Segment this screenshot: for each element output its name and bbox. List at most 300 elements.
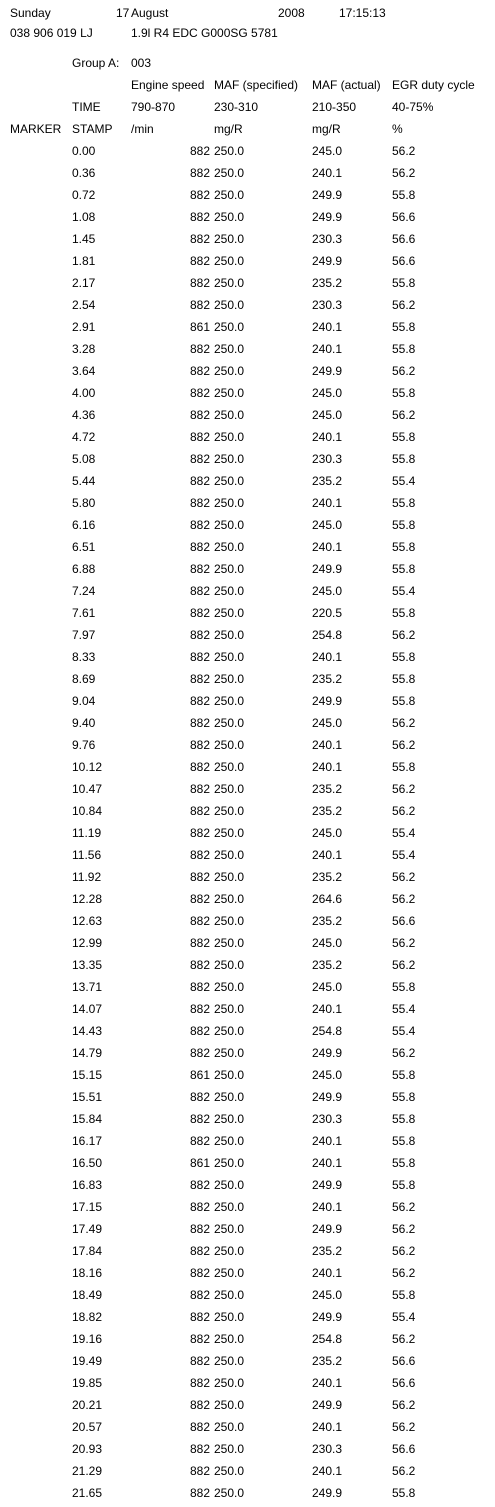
maf-specified-cell: 250.0 bbox=[214, 584, 245, 598]
engine-speed-cell: 882 bbox=[189, 518, 210, 532]
egr-duty-cell: 56.6 bbox=[392, 254, 416, 268]
maf-actual-cell: 240.1 bbox=[312, 1156, 343, 1170]
engine-speed-cell: 882 bbox=[189, 562, 210, 576]
egr-duty-cell: 56.2 bbox=[392, 1200, 416, 1214]
engine-speed-cell: 882 bbox=[189, 342, 210, 356]
maf-actual-cell: 245.0 bbox=[312, 936, 343, 950]
egr-duty-cell: 56.2 bbox=[392, 958, 416, 972]
maf-specified-cell: 250.0 bbox=[214, 562, 245, 576]
egr-duty-cell: 55.8 bbox=[392, 672, 416, 686]
maf-actual-cell: 249.9 bbox=[312, 1222, 343, 1236]
table-row bbox=[0, 1288, 495, 1302]
egr-duty-cell: 56.2 bbox=[392, 804, 416, 818]
table-row bbox=[0, 1266, 495, 1280]
maf-actual-cell: 240.1 bbox=[312, 1464, 343, 1478]
engine-speed-unit: /min bbox=[131, 122, 154, 136]
table-row bbox=[0, 650, 495, 664]
maf-actual-cell: 240.1 bbox=[312, 430, 343, 444]
egr-duty-cell: 56.2 bbox=[392, 1332, 416, 1346]
engine-speed-cell: 882 bbox=[189, 254, 210, 268]
egr-duty-cell: 55.8 bbox=[392, 650, 416, 664]
egr-duty-cell: 55.8 bbox=[392, 1178, 416, 1192]
maf-specified-cell: 250.0 bbox=[214, 1002, 245, 1016]
engine-speed-cell: 882 bbox=[189, 958, 210, 972]
time-stamp-cell: 14.07 bbox=[72, 1002, 103, 1016]
time-stamp-cell: 17.49 bbox=[72, 1222, 103, 1236]
table-row bbox=[0, 540, 495, 554]
table-row bbox=[0, 1442, 495, 1456]
maf-actual-cell: 245.0 bbox=[312, 584, 343, 598]
table-row bbox=[0, 276, 495, 290]
table-row bbox=[0, 496, 495, 510]
engine-speed-cell: 882 bbox=[189, 1024, 210, 1038]
time-stamp-cell: 2.17 bbox=[72, 276, 96, 290]
maf-specified-cell: 250.0 bbox=[214, 1156, 245, 1170]
table-row bbox=[0, 738, 495, 752]
table-row bbox=[0, 628, 495, 642]
engine-speed-cell: 882 bbox=[189, 1002, 210, 1016]
table-row bbox=[0, 452, 495, 466]
table-row bbox=[0, 826, 495, 840]
table-row bbox=[0, 144, 495, 158]
time-stamp-cell: 12.63 bbox=[72, 914, 103, 928]
engine-speed-cell: 882 bbox=[189, 870, 210, 884]
table-row bbox=[0, 166, 495, 180]
maf-actual-cell: 245.0 bbox=[312, 1068, 343, 1082]
table-row bbox=[0, 1002, 495, 1016]
egr-duty-cell: 55.4 bbox=[392, 1002, 416, 1016]
engine-speed-cell: 882 bbox=[189, 584, 210, 598]
maf-specified-cell: 250.0 bbox=[214, 1398, 245, 1412]
maf-actual-cell: 220.5 bbox=[312, 606, 343, 620]
table-row bbox=[0, 848, 495, 862]
maf-specified-cell: 250.0 bbox=[214, 1376, 245, 1390]
maf-specified-cell: 250.0 bbox=[214, 1486, 245, 1500]
egr-duty-cell: 56.2 bbox=[392, 408, 416, 422]
maf-actual-cell: 245.0 bbox=[312, 408, 343, 422]
marker-header: MARKER bbox=[10, 122, 62, 136]
egr-duty-cell: 56.2 bbox=[392, 298, 416, 312]
time-stamp-cell: 18.16 bbox=[72, 1266, 103, 1280]
engine-speed-cell: 882 bbox=[189, 1178, 210, 1192]
egr-duty-cell: 55.8 bbox=[392, 1486, 416, 1500]
table-row bbox=[0, 804, 495, 818]
maf-actual-cell: 254.8 bbox=[312, 628, 343, 642]
egr-duty-cell: 56.6 bbox=[392, 210, 416, 224]
stamp-header: STAMP bbox=[72, 122, 113, 136]
time-stamp-cell: 9.04 bbox=[72, 694, 96, 708]
egr-duty-cell: 55.8 bbox=[392, 980, 416, 994]
egr-duty-cell: 56.2 bbox=[392, 738, 416, 752]
time-stamp-cell: 10.84 bbox=[72, 804, 103, 818]
time-stamp-cell: 2.54 bbox=[72, 298, 96, 312]
maf-actual-cell: 235.2 bbox=[312, 474, 343, 488]
time-stamp-cell: 13.71 bbox=[72, 980, 103, 994]
egr-duty-cell: 55.8 bbox=[392, 606, 416, 620]
maf-actual-cell: 235.2 bbox=[312, 672, 343, 686]
engine-speed-cell: 882 bbox=[189, 144, 210, 158]
maf-actual-cell: 245.0 bbox=[312, 518, 343, 532]
engine-speed-cell: 882 bbox=[189, 826, 210, 840]
maf-actual-cell: 240.1 bbox=[312, 738, 343, 752]
egr-duty-cell: 55.8 bbox=[392, 386, 416, 400]
day-label: Sunday bbox=[10, 6, 51, 20]
table-row bbox=[0, 672, 495, 686]
time-stamp-cell: 6.88 bbox=[72, 562, 96, 576]
time-header: TIME bbox=[72, 100, 101, 114]
time-stamp-cell: 16.83 bbox=[72, 1178, 103, 1192]
maf-actual-cell: 249.9 bbox=[312, 1486, 343, 1500]
maf-actual-cell: 240.1 bbox=[312, 540, 343, 554]
group-number: 003 bbox=[131, 56, 152, 70]
engine-speed-cell: 882 bbox=[189, 1222, 210, 1236]
time-stamp-cell: 15.15 bbox=[72, 1068, 103, 1082]
maf-actual-cell: 245.0 bbox=[312, 826, 343, 840]
time-stamp-cell: 11.56 bbox=[72, 848, 102, 862]
engine-speed-cell: 882 bbox=[189, 232, 210, 246]
date-day: 17 bbox=[116, 6, 130, 20]
maf-actual-cell: 249.9 bbox=[312, 188, 343, 202]
maf-actual-cell: 230.3 bbox=[312, 452, 343, 466]
maf-specified-cell: 250.0 bbox=[214, 188, 245, 202]
time-stamp-cell: 19.49 bbox=[72, 1354, 103, 1368]
maf-specified-cell: 250.0 bbox=[214, 1090, 245, 1104]
time-stamp-cell: 6.51 bbox=[72, 540, 96, 554]
egr-duty-cell: 56.2 bbox=[392, 144, 416, 158]
egr-duty-cell: 56.2 bbox=[392, 892, 416, 906]
engine-speed-cell: 882 bbox=[189, 408, 210, 422]
egr-duty-cell: 56.2 bbox=[392, 364, 416, 378]
table-row bbox=[0, 1024, 495, 1038]
table-row bbox=[0, 342, 495, 356]
engine-speed-cell: 882 bbox=[189, 188, 210, 202]
maf-specified-cell: 250.0 bbox=[214, 1354, 245, 1368]
maf-specified-cell: 250.0 bbox=[214, 936, 245, 950]
engine-speed-cell: 861 bbox=[189, 1156, 210, 1170]
engine-speed-cell: 882 bbox=[189, 1376, 210, 1390]
maf-specified-cell: 250.0 bbox=[214, 254, 245, 268]
egr-duty-cell: 55.8 bbox=[392, 760, 416, 774]
egr-duty-cell: 55.4 bbox=[392, 1310, 416, 1324]
maf-specified-cell: 250.0 bbox=[214, 848, 245, 862]
table-row bbox=[0, 914, 495, 928]
time-stamp-cell: 1.08 bbox=[72, 210, 96, 224]
maf-specified-cell: 250.0 bbox=[214, 1464, 245, 1478]
time-stamp-cell: 18.82 bbox=[72, 1310, 103, 1324]
engine-speed-cell: 882 bbox=[189, 1090, 210, 1104]
maf-specified-cell: 250.0 bbox=[214, 1310, 245, 1324]
egr-duty-cell: 56.6 bbox=[392, 1376, 416, 1390]
egr-duty-cell: 56.2 bbox=[392, 628, 416, 642]
maf-specified-cell: 250.0 bbox=[214, 1024, 245, 1038]
time-stamp-cell: 11.92 bbox=[72, 870, 102, 884]
time-stamp-cell: 7.61 bbox=[72, 606, 96, 620]
table-row bbox=[0, 1112, 495, 1126]
time-stamp-cell: 7.24 bbox=[72, 584, 96, 598]
table-row bbox=[0, 474, 495, 488]
engine-speed-cell: 882 bbox=[189, 496, 210, 510]
maf-actual-cell: 240.1 bbox=[312, 320, 343, 334]
egr-duty-cell: 55.8 bbox=[392, 1156, 416, 1170]
maf-actual-cell: 249.9 bbox=[312, 1046, 343, 1060]
egr-duty-cell: 55.8 bbox=[392, 496, 416, 510]
egr-duty-cell: 55.8 bbox=[392, 342, 416, 356]
engine-speed-cell: 882 bbox=[189, 386, 210, 400]
maf-actual-cell: 240.1 bbox=[312, 760, 343, 774]
egr-duty-cell: 56.2 bbox=[392, 1222, 416, 1236]
engine-speed-cell: 882 bbox=[189, 892, 210, 906]
time-stamp-cell: 16.50 bbox=[72, 1156, 103, 1170]
time-stamp-cell: 4.00 bbox=[72, 386, 96, 400]
maf-specified-cell: 250.0 bbox=[214, 342, 245, 356]
time-stamp-cell: 11.19 bbox=[72, 826, 102, 840]
engine-speed-cell: 882 bbox=[189, 628, 210, 642]
maf-specified-cell: 250.0 bbox=[214, 1200, 245, 1214]
maf-actual-cell: 245.0 bbox=[312, 386, 343, 400]
maf-specified-cell: 250.0 bbox=[214, 320, 245, 334]
table-row bbox=[0, 364, 495, 378]
time-stamp-cell: 20.57 bbox=[72, 1420, 103, 1434]
time-stamp-cell: 4.36 bbox=[72, 408, 96, 422]
egr-duty-cell: 55.8 bbox=[392, 276, 416, 290]
table-row bbox=[0, 518, 495, 532]
maf-specified-cell: 250.0 bbox=[214, 1266, 245, 1280]
egr-duty-cell: 55.8 bbox=[392, 1288, 416, 1302]
time-stamp-cell: 12.99 bbox=[72, 936, 103, 950]
maf-specified-cell: 250.0 bbox=[214, 958, 245, 972]
maf-specified-cell: 250.0 bbox=[214, 1288, 245, 1302]
engine-speed-cell: 882 bbox=[189, 804, 210, 818]
maf-actual-cell: 235.2 bbox=[312, 782, 343, 796]
engine-speed-cell: 882 bbox=[189, 1244, 210, 1258]
time-stamp-cell: 5.44 bbox=[72, 474, 96, 488]
engine-speed-cell: 882 bbox=[189, 364, 210, 378]
time-stamp-cell: 15.51 bbox=[72, 1090, 103, 1104]
maf-actual-cell: 245.0 bbox=[312, 1288, 343, 1302]
time-stamp-cell: 14.43 bbox=[72, 1024, 103, 1038]
maf-actual-cell: 240.1 bbox=[312, 1134, 343, 1148]
time-stamp-cell: 12.28 bbox=[72, 892, 103, 906]
engine-speed-cell: 882 bbox=[189, 980, 210, 994]
egr-duty-cell: 56.6 bbox=[392, 1442, 416, 1456]
engine-speed-cell: 882 bbox=[189, 914, 210, 928]
maf-actual-cell: 245.0 bbox=[312, 980, 343, 994]
maf-specified-cell: 250.0 bbox=[214, 870, 245, 884]
table-row bbox=[0, 1090, 495, 1104]
maf-specified-cell: 250.0 bbox=[214, 1068, 245, 1082]
maf-specified-cell: 250.0 bbox=[214, 738, 245, 752]
table-row bbox=[0, 430, 495, 444]
engine-speed-cell: 882 bbox=[189, 452, 210, 466]
egr-duty-header: EGR duty cycle bbox=[392, 78, 475, 92]
table-row bbox=[0, 584, 495, 598]
table-row bbox=[0, 320, 495, 334]
engine-speed-cell: 882 bbox=[189, 606, 210, 620]
engine-speed-cell: 882 bbox=[189, 782, 210, 796]
egr-duty-cell: 56.2 bbox=[392, 936, 416, 950]
engine-speed-cell: 882 bbox=[189, 1266, 210, 1280]
table-row bbox=[0, 1376, 495, 1390]
maf-specified-cell: 250.0 bbox=[214, 1244, 245, 1258]
maf-specified-cell: 250.0 bbox=[214, 430, 245, 444]
maf-actual-cell: 230.3 bbox=[312, 1112, 343, 1126]
engine-speed-cell: 882 bbox=[189, 1332, 210, 1346]
maf-specified-cell: 250.0 bbox=[214, 452, 245, 466]
table-row bbox=[0, 408, 495, 422]
time-stamp-cell: 16.17 bbox=[72, 1134, 103, 1148]
maf-actual-cell: 230.3 bbox=[312, 1442, 343, 1456]
time-stamp-cell: 6.16 bbox=[72, 518, 96, 532]
maf-actual-cell: 240.1 bbox=[312, 848, 343, 862]
egr-duty-range: 40-75% bbox=[392, 100, 434, 114]
table-row bbox=[0, 716, 495, 730]
egr-duty-cell: 56.2 bbox=[392, 1266, 416, 1280]
egr-duty-cell: 56.6 bbox=[392, 1354, 416, 1368]
table-row bbox=[0, 694, 495, 708]
engine-speed-cell: 882 bbox=[189, 848, 210, 862]
table-row bbox=[0, 188, 495, 202]
engine-speed-cell: 882 bbox=[189, 210, 210, 224]
table-row bbox=[0, 1200, 495, 1214]
maf-specified-cell: 250.0 bbox=[214, 518, 245, 532]
maf-actual-cell: 235.2 bbox=[312, 804, 343, 818]
maf-actual-header: MAF (actual) bbox=[312, 78, 381, 92]
maf-specified-cell: 250.0 bbox=[214, 540, 245, 554]
egr-duty-cell: 56.6 bbox=[392, 914, 416, 928]
maf-specified-cell: 250.0 bbox=[214, 694, 245, 708]
table-row bbox=[0, 606, 495, 620]
maf-specified-cell: 250.0 bbox=[214, 892, 245, 906]
time-stamp-cell: 5.08 bbox=[72, 452, 96, 466]
engine-speed-cell: 882 bbox=[189, 1398, 210, 1412]
maf-specified-cell: 250.0 bbox=[214, 980, 245, 994]
table-row bbox=[0, 936, 495, 950]
maf-actual-unit: mg/R bbox=[312, 122, 341, 136]
maf-actual-cell: 240.1 bbox=[312, 1376, 343, 1390]
engine-speed-cell: 882 bbox=[189, 1288, 210, 1302]
table-row bbox=[0, 892, 495, 906]
maf-specified-cell: 250.0 bbox=[214, 276, 245, 290]
maf-actual-cell: 235.2 bbox=[312, 276, 343, 290]
maf-actual-cell: 240.1 bbox=[312, 1420, 343, 1434]
table-row bbox=[0, 958, 495, 972]
maf-specified-cell: 250.0 bbox=[214, 298, 245, 312]
time-stamp-cell: 8.69 bbox=[72, 672, 96, 686]
maf-actual-cell: 249.9 bbox=[312, 1398, 343, 1412]
time-stamp-cell: 14.79 bbox=[72, 1046, 103, 1060]
maf-specified-cell: 250.0 bbox=[214, 386, 245, 400]
maf-actual-cell: 240.1 bbox=[312, 1200, 343, 1214]
maf-actual-cell: 240.1 bbox=[312, 166, 343, 180]
table-row bbox=[0, 782, 495, 796]
maf-actual-cell: 249.9 bbox=[312, 1178, 343, 1192]
time-stamp-cell: 17.84 bbox=[72, 1244, 103, 1258]
maf-specified-cell: 250.0 bbox=[214, 1112, 245, 1126]
part-number: 038 906 019 LJ bbox=[10, 26, 93, 40]
engine-speed-cell: 882 bbox=[189, 298, 210, 312]
egr-duty-cell: 56.2 bbox=[392, 1244, 416, 1258]
engine-speed-cell: 882 bbox=[189, 1134, 210, 1148]
egr-duty-cell: 55.8 bbox=[392, 1090, 416, 1104]
time-stamp-cell: 0.36 bbox=[72, 166, 96, 180]
egr-duty-cell: 55.4 bbox=[392, 848, 416, 862]
engine-speed-range: 790-870 bbox=[131, 100, 176, 114]
engine-speed-cell: 882 bbox=[189, 738, 210, 752]
maf-actual-cell: 235.2 bbox=[312, 958, 343, 972]
engine-speed-cell: 882 bbox=[189, 1442, 210, 1456]
engine-speed-cell: 882 bbox=[189, 474, 210, 488]
egr-duty-cell: 56.2 bbox=[392, 1046, 416, 1060]
maf-specified-cell: 250.0 bbox=[214, 1134, 245, 1148]
date-month: August bbox=[131, 6, 169, 20]
table-row bbox=[0, 1244, 495, 1258]
egr-duty-cell: 56.2 bbox=[392, 870, 416, 884]
maf-specified-cell: 250.0 bbox=[214, 672, 245, 686]
engine-speed-cell: 882 bbox=[189, 1112, 210, 1126]
time-stamp-cell: 9.76 bbox=[72, 738, 96, 752]
maf-actual-cell: 235.2 bbox=[312, 1354, 343, 1368]
egr-duty-cell: 55.8 bbox=[392, 562, 416, 576]
egr-duty-cell: 56.2 bbox=[392, 782, 416, 796]
time-stamp-cell: 19.85 bbox=[72, 1376, 103, 1390]
egr-duty-cell: 56.2 bbox=[392, 166, 416, 180]
engine-speed-cell: 882 bbox=[189, 166, 210, 180]
engine-speed-cell: 882 bbox=[189, 430, 210, 444]
table-row bbox=[0, 1178, 495, 1192]
maf-actual-cell: 240.1 bbox=[312, 1002, 343, 1016]
time-stamp-cell: 20.93 bbox=[72, 1442, 103, 1456]
maf-specified-cell: 250.0 bbox=[214, 364, 245, 378]
egr-duty-cell: 55.8 bbox=[392, 452, 416, 466]
maf-specified-cell: 250.0 bbox=[214, 408, 245, 422]
time-stamp-cell: 15.84 bbox=[72, 1112, 103, 1126]
table-row bbox=[0, 1156, 495, 1170]
maf-actual-cell: 230.3 bbox=[312, 298, 343, 312]
maf-actual-cell: 264.6 bbox=[312, 892, 343, 906]
maf-specified-cell: 250.0 bbox=[214, 1178, 245, 1192]
table-row bbox=[0, 232, 495, 246]
egr-duty-cell: 55.8 bbox=[392, 694, 416, 708]
maf-actual-cell: 249.9 bbox=[312, 210, 343, 224]
table-row bbox=[0, 1354, 495, 1368]
maf-specified-cell: 250.0 bbox=[214, 606, 245, 620]
maf-specified-cell: 250.0 bbox=[214, 782, 245, 796]
engine-speed-cell: 882 bbox=[189, 936, 210, 950]
time-stamp-cell: 0.72 bbox=[72, 188, 96, 202]
table-row bbox=[0, 1486, 495, 1500]
time-stamp-cell: 18.49 bbox=[72, 1288, 103, 1302]
maf-actual-cell: 254.8 bbox=[312, 1332, 343, 1346]
engine-speed-cell: 861 bbox=[189, 1068, 210, 1082]
egr-duty-cell: 56.6 bbox=[392, 232, 416, 246]
maf-specified-cell: 250.0 bbox=[214, 1420, 245, 1434]
maf-actual-cell: 254.8 bbox=[312, 1024, 343, 1038]
maf-specified-cell: 250.0 bbox=[214, 144, 245, 158]
table-row bbox=[0, 1420, 495, 1434]
egr-duty-cell: 55.8 bbox=[392, 320, 416, 334]
date-year: 2008 bbox=[278, 6, 305, 20]
time-stamp-cell: 19.16 bbox=[72, 1332, 103, 1346]
engine-speed-cell: 882 bbox=[189, 716, 210, 730]
maf-specified-cell: 250.0 bbox=[214, 826, 245, 840]
egr-duty-cell: 55.8 bbox=[392, 430, 416, 444]
egr-duty-cell: 55.8 bbox=[392, 1112, 416, 1126]
engine-speed-cell: 882 bbox=[189, 694, 210, 708]
maf-specified-cell: 250.0 bbox=[214, 1332, 245, 1346]
maf-actual-cell: 240.1 bbox=[312, 342, 343, 356]
time-stamp-cell: 17.15 bbox=[72, 1200, 103, 1214]
maf-specified-unit: mg/R bbox=[214, 122, 243, 136]
